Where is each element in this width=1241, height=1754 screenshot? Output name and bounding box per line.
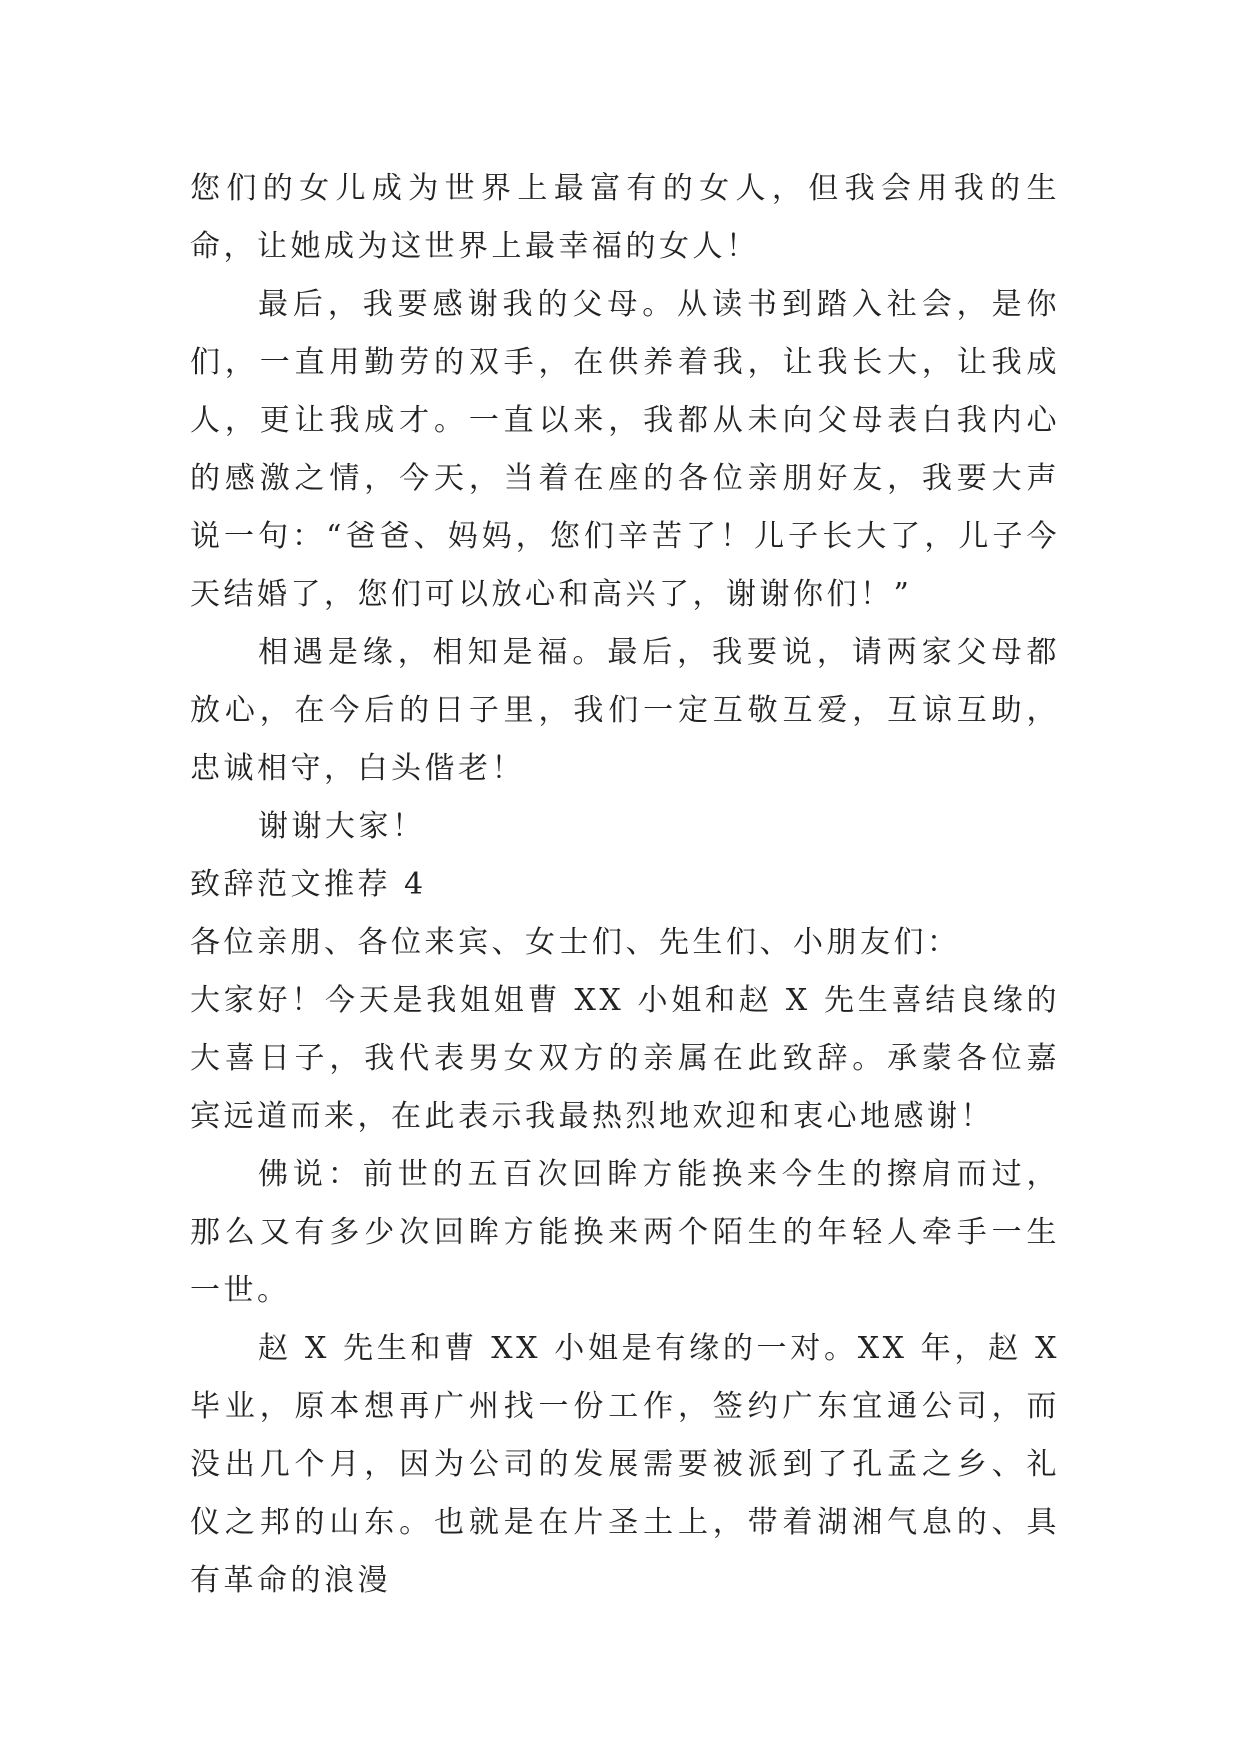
paragraph-2: 最后，我要感谢我的父母。从读书到踏入社会，是你们，一直用勤劳的双手，在供养着我，让我长大，让我成人，更让我成才。一直以来，我都从未向父母表白我内心的感激之情，今天，当着在座的各位亲朋好友，我要大声说一句：“爸爸、妈妈，您们辛苦了！儿子长大了，儿子今天结婚了，您们可以放心和高兴了，谢谢你们！” xyxy=(190,287,1060,612)
paragraph-1: 您们的女儿成为世界上最富有的女人，但我会用我的生命，让她成为这世界上最幸福的女人！ xyxy=(190,171,1060,264)
document-body xyxy=(190,160,1060,1610)
section-heading: 致辞范文推荐 4 xyxy=(190,867,427,902)
paragraph-buddha: 佛说：前世的五百次回眸方能换来今生的擦肩而过，那么又有多少次回眸方能换来两个陌生的年轻人牵手一生一世。 xyxy=(190,1157,1060,1308)
paragraph-thanks: 谢谢大家！ xyxy=(258,809,426,844)
paragraph-couple: 赵 X 先生和曹 XX 小姐是有缘的一对。XX 年，赵 X 毕业，原本想再广州找一份工作，签约广东宜通公司，而没出几个月，因为公司的发展需要被派到了孔孟之乡、礼仪之邦的山东。也就是在片圣土上，带着湖湘气息的、具有革命的浪漫 xyxy=(190,1331,1060,1598)
paragraph-3: 相遇是缘，相知是福。最后，我要说，请两家父母都放心，在今后的日子里，我们一定互敬互爱，互谅互助，忠诚相守，白头偕老！ xyxy=(190,635,1060,786)
salutation: 各位亲朋、各位来宾、女士们、先生们、小朋友们： xyxy=(190,925,961,960)
paragraph-greeting: 大家好！今天是我姐姐曹 XX 小姐和赵 X 先生喜结良缘的大喜日子，我代表男女双方的亲属在此致辞。承蒙各位嘉宾远道而来，在此表示我最热烈地欢迎和衷心地感谢！ xyxy=(190,983,1060,1134)
